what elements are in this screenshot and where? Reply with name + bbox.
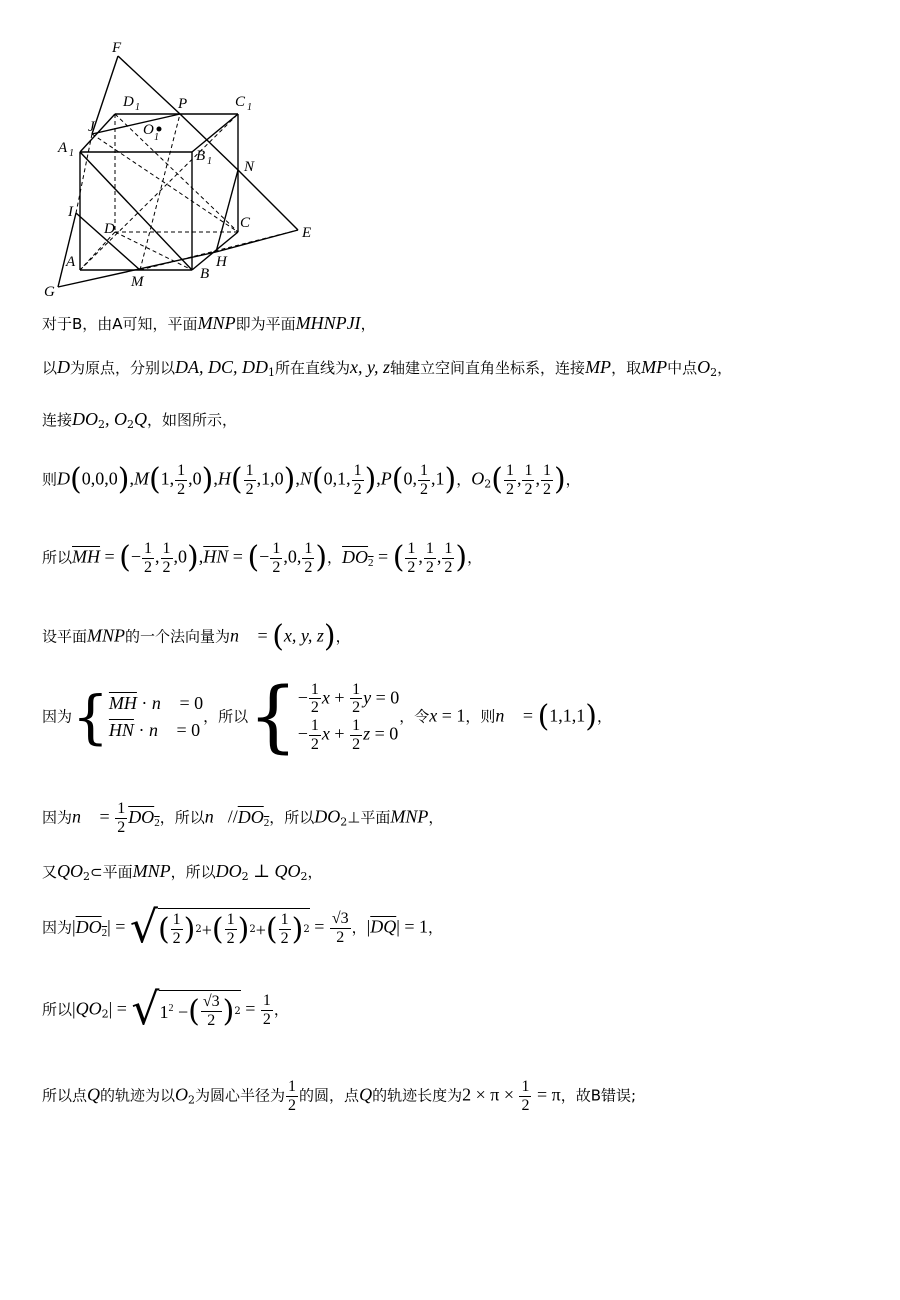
label-M: M <box>131 274 144 290</box>
line-9: 又$QO_2\subset$平面MNP，所以$DO_2$ ⊥ $QO_2$， <box>42 861 323 883</box>
cube-figure <box>30 30 330 305</box>
label-H: H <box>216 254 227 270</box>
line-1: 对于B，由A可知，平面MNP即为平面MHNPJI， <box>42 313 376 333</box>
label-G: G <box>44 284 55 300</box>
svg-text:1: 1 <box>247 102 252 113</box>
line-10: 因为$|DO_2|$ = √ ( $\frac{1}{2}$ ) 2 + ( $\frac{1}{2}$ ) 2 + ( $\frac{1}{2}$ ) 2 = $\frac{√3}{2}$ ，$|\overline{DQ}| = 1$， <box>42 902 444 953</box>
label-E: E <box>302 225 312 241</box>
svg-text:1: 1 <box>135 102 140 113</box>
label-A: A <box>66 254 76 270</box>
line-7-system: 因为{ $\overline{MH}$ · n⃗ = 0 $\overline{HN}$ · n⃗ = 0 ，所以{ − $\frac{1}{2}$ x + $\frac{1}{2}$ y = 0 − $\frac{1}{2}$ x + $\frac{1}{2}$ z = 0 ，令x = 1，则n⃗ = (1,1,1)， <box>42 672 613 762</box>
line-11: 所以$|QO_2|$ = √ $1^2$ − ( $\frac{√3}{2}$ ) 2 = $\frac{1}{2}$ ， <box>42 984 289 1035</box>
line-6: 设平面MNP的一个法向量为n⃗ = (x, y, z)， <box>42 619 351 654</box>
svg-text:1: 1 <box>207 156 212 167</box>
label-D1: D <box>123 94 134 110</box>
line-4-coordinates: 则D(0,0,0),M(1, $\frac{1}{2}$ ,0),H( $\frac{1}{2}$ ,1,0),N(0,1, $\frac{1}{2}$ ),P(0, $\frac{1}{2}$ ,1)，$O_2$( $\frac{1}{2}$ , $\frac{1}{2}$ , $\frac{1}{2}$ )， <box>42 462 581 498</box>
label-B: B <box>200 266 210 282</box>
svg-text:1: 1 <box>154 132 159 143</box>
label-N: N <box>244 159 255 175</box>
line-8: 因为n⃗ = $\frac{1}{2}$ $DO_2$，所以$n⃗//DO_2$，所以$DO_2\perp$平面MNP， <box>42 800 444 836</box>
label-C1: C <box>235 94 246 110</box>
label-O1: O <box>143 122 154 138</box>
label-P: P <box>178 96 188 112</box>
label-C: C <box>240 215 251 231</box>
label-D: D <box>104 221 115 237</box>
label-B1: B <box>196 148 206 164</box>
label-I: I <box>68 204 73 220</box>
label-A1: A <box>58 140 68 156</box>
svg-text:1: 1 <box>69 148 74 159</box>
line-5-vectors: 所以$\overline{MH}$ = (− $\frac{1}{2}$ , $\frac{1}{2}$ $,0),\overline{HN}$ = (− $\frac{1}{2}$ ,0, $\frac{1}{2}$ )，$DO_2$ = ( $\frac{1}{2}$ , $\frac{1}{2}$ , $\frac{1}{2}$ )， <box>42 540 483 576</box>
label-F: F <box>112 40 122 56</box>
label-J: J <box>88 119 95 135</box>
line-3: 连接$DO_2$, $O_2Q$，如图所示， <box>42 409 238 431</box>
line-2: 以D为原点，分别以DA, DC, $DD_1$所在直线为x, y, z轴建立空间直角坐标系，连接MP，取MP中点$O_2$， <box>42 357 733 379</box>
line-12: 所以点Q的轨迹为以$O_2$为圆心半径为 $\frac{1}{2}$ 的圆，点Q的轨迹长度为2 × π × $\frac{1}{2}$ = π，故B错误; <box>42 1078 637 1114</box>
